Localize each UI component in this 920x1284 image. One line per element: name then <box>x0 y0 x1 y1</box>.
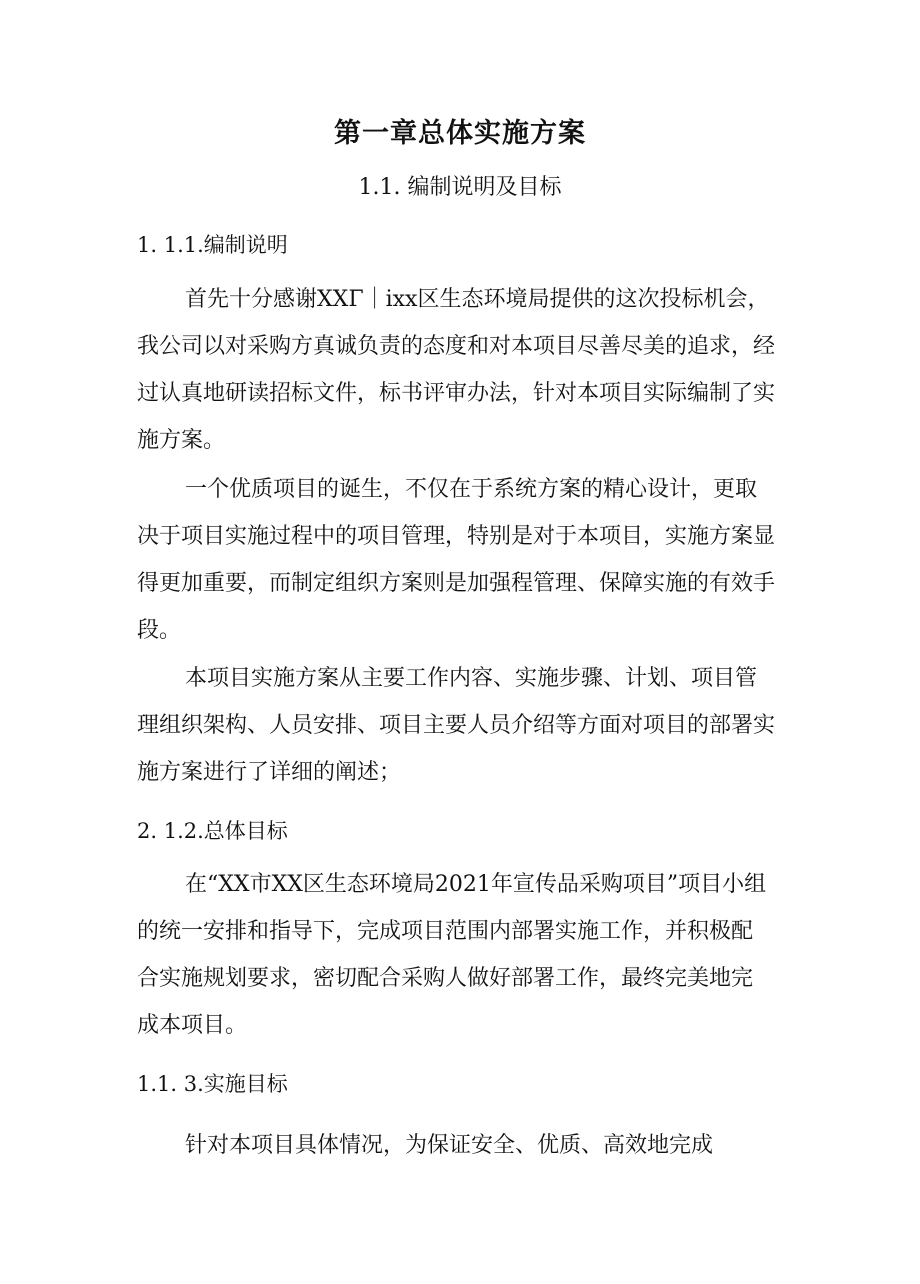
paragraph-line: 合实施规划要求，密切配合采购人做好部署工作，最终完美地完 <box>137 966 754 991</box>
paragraph-line: 在“XX市XX区生态环境局2021年宣传品采购项目”项目小组 <box>185 872 767 897</box>
paragraph-line: 首先十分感谢XXΓ｜ixx区生态环境局提供的这次投标机会， <box>185 287 770 312</box>
paragraph-line: 过认真地研读招标文件，标书评审办法，针对本项目实际编制了实 <box>137 381 776 406</box>
paragraph-line: 施方案进行了详细的阐述； <box>137 760 402 785</box>
paragraph-overall-goal <box>137 861 787 1049</box>
subsection-heading-compilation: 1. 1.1.编制说明 <box>137 233 288 257</box>
chapter-title: 第一章总体实施方案 <box>334 118 586 149</box>
paragraph-thanks <box>137 276 787 464</box>
paragraph-line: 施方案。 <box>137 428 226 453</box>
paragraph-line: 理组织架构、人员安排、项目主要人员介绍等方面对项目的部署实 <box>137 713 776 738</box>
paragraph-quality-project <box>137 466 787 654</box>
section-title: 1.1. 编制说明及目标 <box>358 175 562 200</box>
paragraph-line: 的统一安排和指导下，完成项目范围内部署实施工作，并积极配 <box>137 919 754 944</box>
paragraph-line: 决于项目实施过程中的项目管理，特别是对于本项目，实施方案显 <box>137 524 776 549</box>
paragraph-line: 得更加重要，而制定组织方案则是加强程管理、保障实施的有效手 <box>137 571 776 596</box>
paragraph-line: 段。 <box>137 618 182 643</box>
subsection-heading-overall-goal: 2. 1.2.总体目标 <box>137 819 288 843</box>
paragraph-implementation-goal <box>137 1122 787 1169</box>
paragraph-line: 针对本项目具体情况，为保证安全、优质、高效地完成 <box>185 1133 714 1158</box>
paragraph-line: 一个优质项目的诞生，不仅在于系统方案的精心设计，更取 <box>185 477 758 502</box>
paragraph-line: 成本项目。 <box>137 1013 248 1038</box>
paragraph-plan-scope <box>137 655 787 796</box>
subsection-heading-implementation-goal: 1.1. 3.实施目标 <box>137 1072 288 1096</box>
paragraph-line: 我公司以对采购方真诚负责的态度和对本项目尽善尽美的追求，经 <box>137 334 776 359</box>
paragraph-line: 本项目实施方案从主要工作内容、实施步骤、计划、项目管 <box>185 666 758 691</box>
